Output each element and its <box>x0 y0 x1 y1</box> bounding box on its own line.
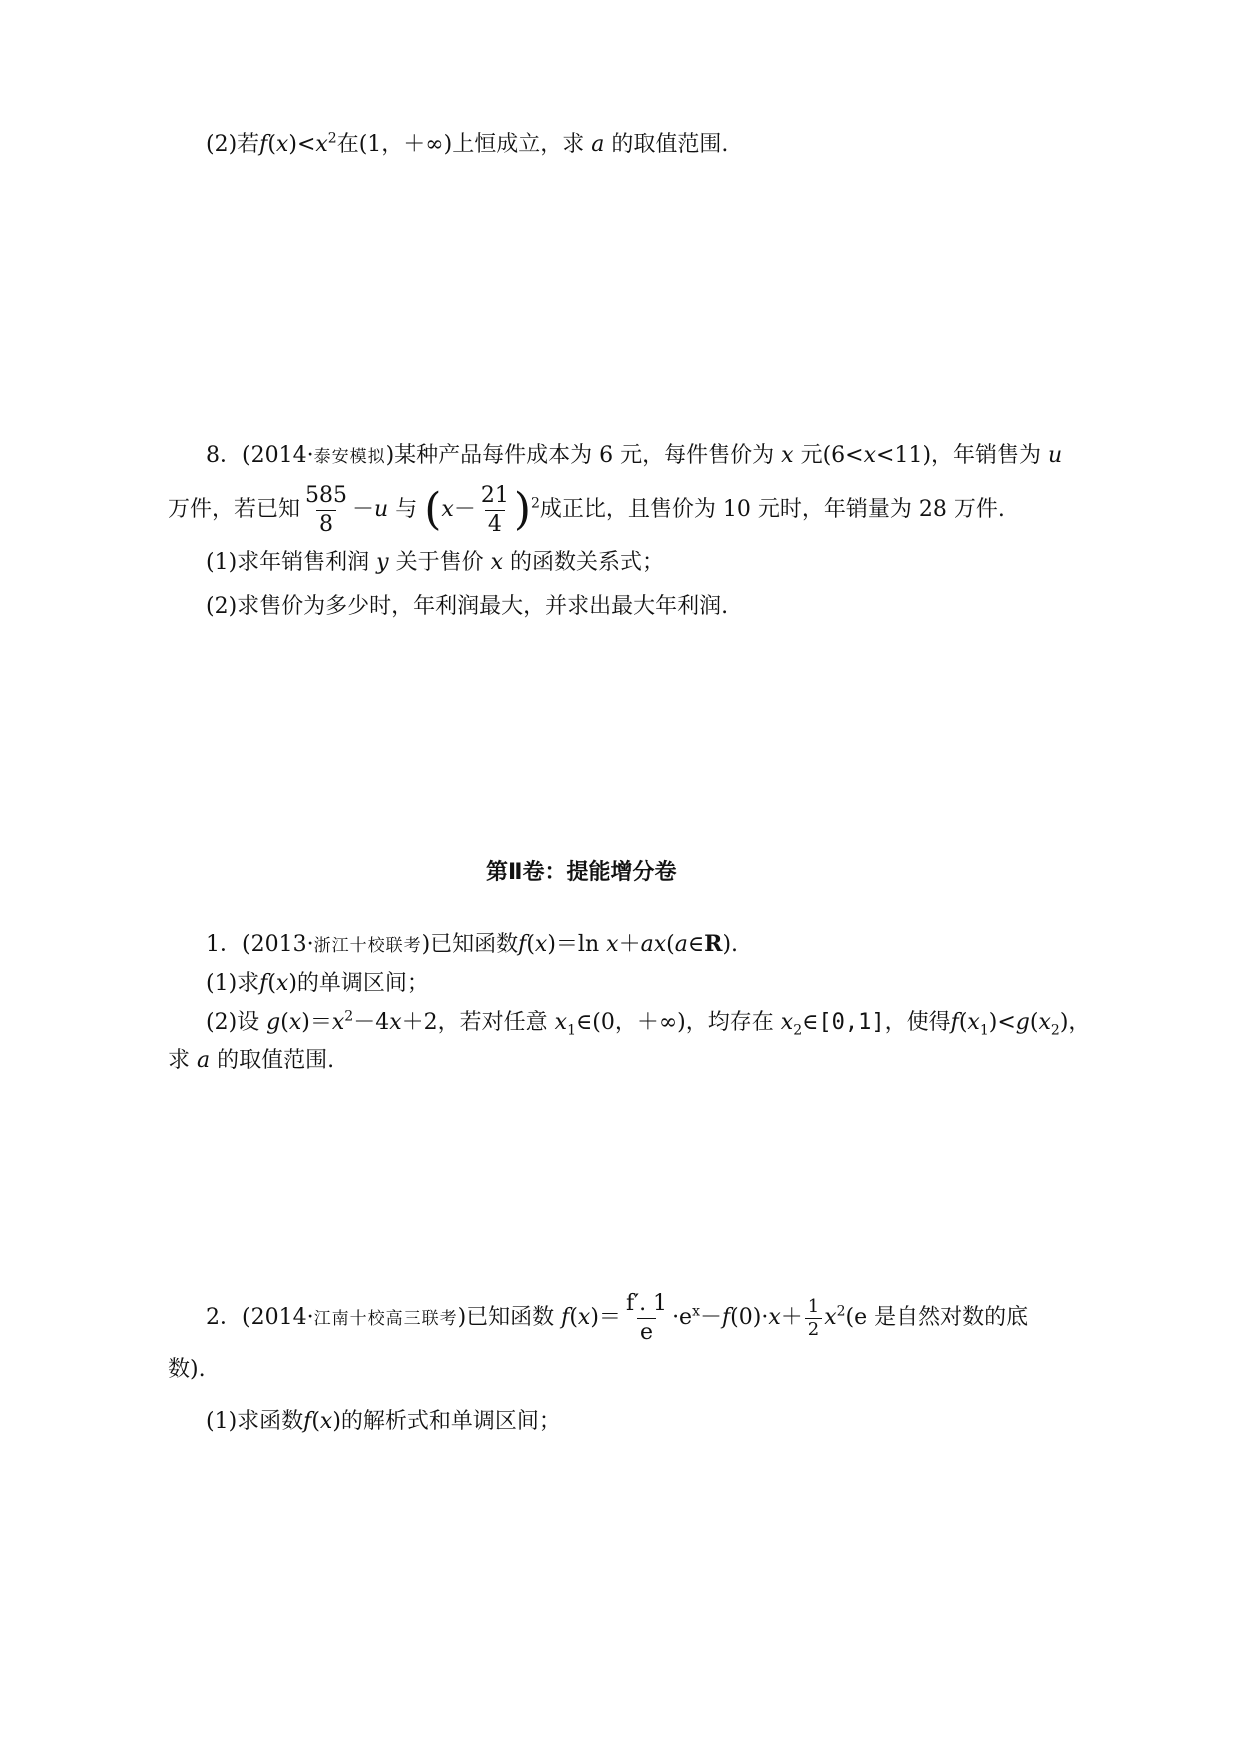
p2-part1: (1)求函数f(x)的解析式和单调区间； <box>206 1409 561 1434</box>
fraction-21-4: $\frac{21}{4}$ <box>480 482 509 537</box>
q8-part2: (2)求售价为多少时，年利润最大，并求出最大年利润. <box>206 594 729 619</box>
q8-part1: (1)求年销售利润 y 关于售价 x 的函数关系式； <box>206 550 665 575</box>
fraction-585-8: $\frac{585}{8}$ <box>305 482 348 537</box>
section-title: 第Ⅱ卷：提能增分卷 <box>486 860 677 885</box>
p1-part1: (1)求f(x)的单调区间； <box>206 971 429 996</box>
q8-source: 泰安模拟 <box>313 447 386 467</box>
fraction-1-2: $\frac{1}{2}$ <box>805 1296 822 1341</box>
q8-line2: 万件，若已知 $\frac{585}{8}$ －u 与 (x－ $\frac{21}{4}$ )$^2$成正比，且售价为 10 元时，年销量为 28 万件. <box>168 482 1005 537</box>
p1-line1: 1．(2013·浙江十校联考)已知函数f(x)＝ln x＋ax(a∈R). <box>206 931 739 957</box>
p1-line4: 求 a 的取值范围. <box>168 1048 335 1073</box>
p2-line2: 数). <box>168 1357 206 1382</box>
q8-line1: 8．(2014·泰安模拟)某种产品每件成本为 6 元，每件售价为 x 元(6<x<11)，年销售为 u <box>206 443 1063 468</box>
p2-source: 江南十校高三联考 <box>313 1309 458 1329</box>
fraction-fprime-e: $\frac{f'. 1}{e}$ <box>625 1290 668 1345</box>
p1-source: 浙江十校联考 <box>313 936 422 956</box>
q7-part2: (2)若$f(x)<x^2$在(1，＋∞)上恒成立，求 a 的取值范围. <box>206 130 729 157</box>
p2-line1: 2．(2014·江南十校高三联考)已知函数 f(x)＝ $\frac{f'. 1}{e}$ $\cdot e^x-f(0)\cdot x+$ $\frac{1}{2}$ $x^2(e$ 是自然对数的底 <box>206 1290 1029 1345</box>
p1-part2: (2)设 $g(x)=x^2-4x+2$，若对任意 $x_1\in(0$，＋∞)，均存在 $x_2\in[0,1]$，使得$f(x_1)<g(x_2)$， <box>206 1008 1091 1039</box>
